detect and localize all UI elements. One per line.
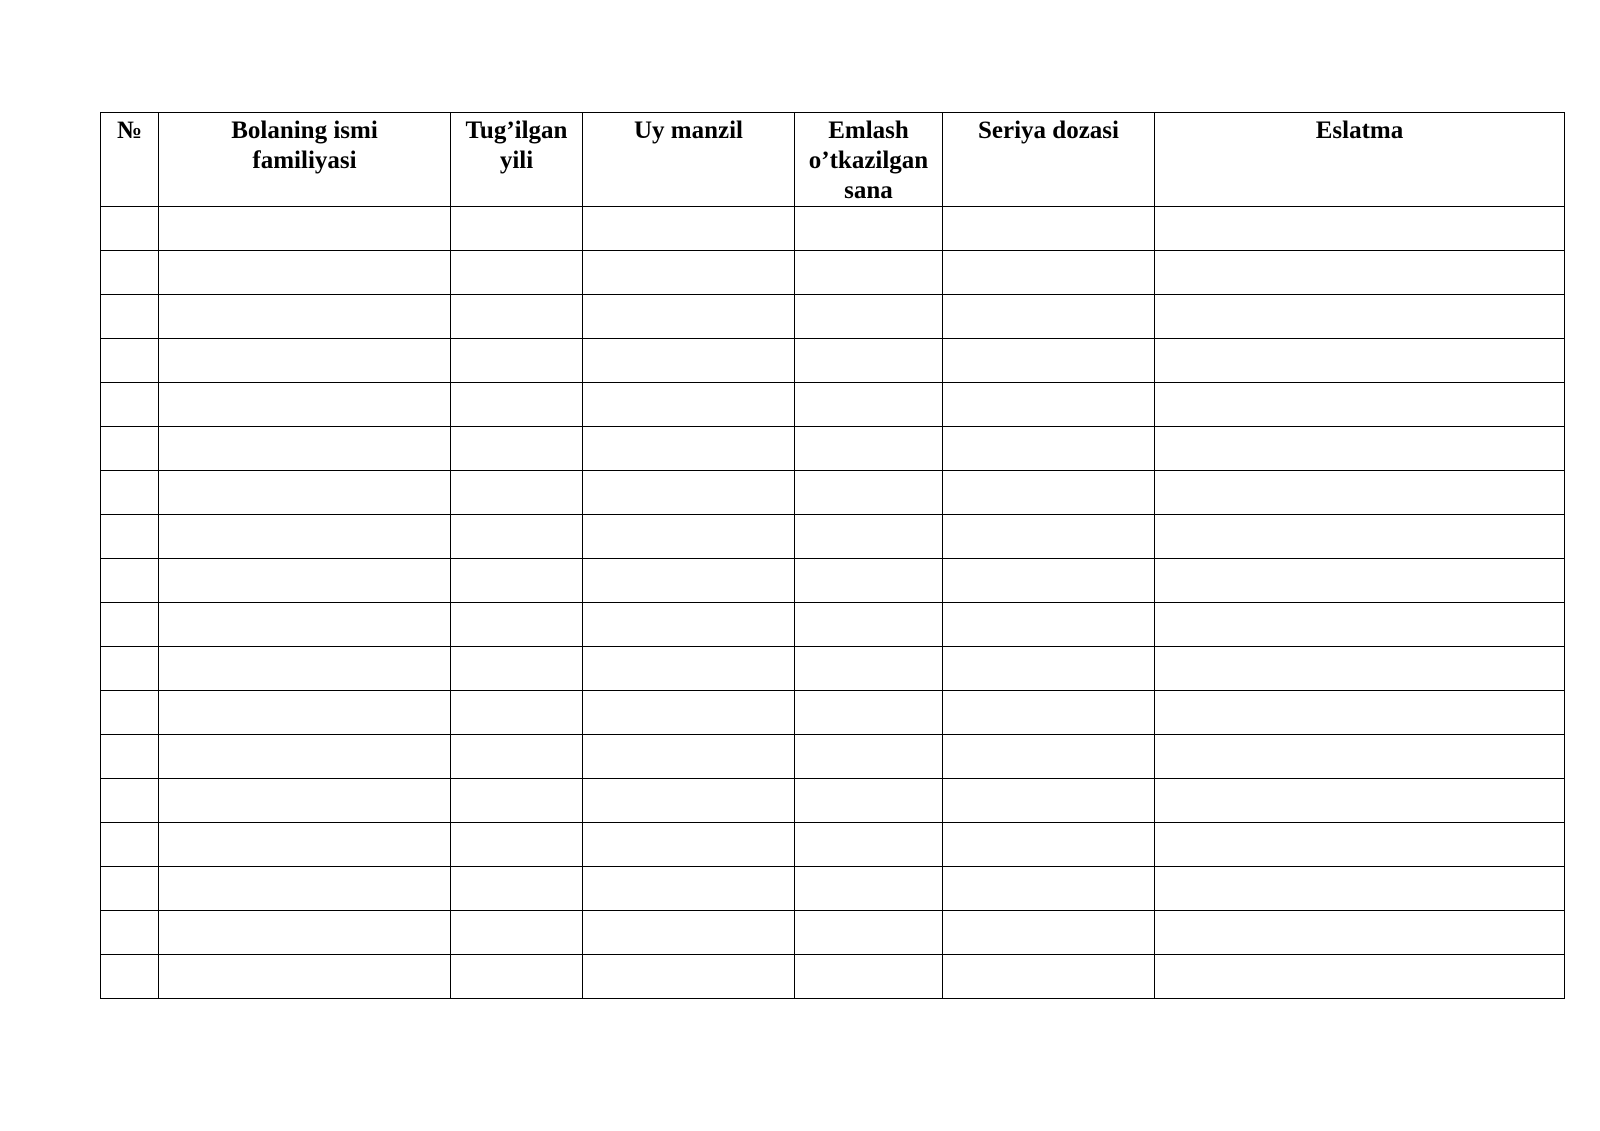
table-cell[interactable] bbox=[795, 911, 943, 955]
table-cell[interactable] bbox=[159, 779, 451, 823]
table-row bbox=[101, 251, 1565, 295]
table-cell[interactable] bbox=[1155, 867, 1565, 911]
table-cell[interactable] bbox=[943, 823, 1155, 867]
table-cell[interactable] bbox=[451, 779, 583, 823]
table-cell[interactable] bbox=[795, 515, 943, 559]
table-cell[interactable] bbox=[451, 515, 583, 559]
table-cell[interactable] bbox=[101, 471, 159, 515]
table-cell[interactable] bbox=[795, 471, 943, 515]
table-row bbox=[101, 427, 1565, 471]
table-cell[interactable] bbox=[583, 735, 795, 779]
table-cell[interactable] bbox=[451, 207, 583, 251]
table-row bbox=[101, 647, 1565, 691]
table-cell[interactable] bbox=[101, 427, 159, 471]
table-cell[interactable] bbox=[101, 867, 159, 911]
header-vaccination-date: Emlash o’tkazilgan sana bbox=[795, 113, 943, 207]
table-cell[interactable] bbox=[795, 823, 943, 867]
table-cell[interactable] bbox=[583, 427, 795, 471]
table-cell[interactable] bbox=[1155, 603, 1565, 647]
table-row bbox=[101, 339, 1565, 383]
table-cell[interactable] bbox=[795, 647, 943, 691]
table-cell[interactable] bbox=[159, 251, 451, 295]
table-cell[interactable] bbox=[101, 559, 159, 603]
table-cell[interactable] bbox=[583, 339, 795, 383]
table-row bbox=[101, 207, 1565, 251]
table-cell[interactable] bbox=[583, 383, 795, 427]
table-cell[interactable] bbox=[583, 647, 795, 691]
table-row bbox=[101, 691, 1565, 735]
table-cell[interactable] bbox=[795, 955, 943, 999]
table-cell[interactable] bbox=[943, 427, 1155, 471]
table-cell[interactable] bbox=[451, 823, 583, 867]
table-cell[interactable] bbox=[583, 691, 795, 735]
table-row bbox=[101, 603, 1565, 647]
header-home-address: Uy manzil bbox=[583, 113, 795, 207]
table-cell[interactable] bbox=[583, 515, 795, 559]
table-cell[interactable] bbox=[451, 691, 583, 735]
table-cell[interactable] bbox=[101, 823, 159, 867]
table-cell[interactable] bbox=[943, 383, 1155, 427]
table-cell[interactable] bbox=[583, 471, 795, 515]
table-cell[interactable] bbox=[943, 339, 1155, 383]
table-cell[interactable] bbox=[1155, 471, 1565, 515]
header-number: № bbox=[101, 113, 159, 207]
table-cell[interactable] bbox=[943, 295, 1155, 339]
table-cell[interactable] bbox=[795, 295, 943, 339]
table-cell[interactable] bbox=[943, 911, 1155, 955]
table-cell[interactable] bbox=[101, 603, 159, 647]
table-cell[interactable] bbox=[583, 559, 795, 603]
table-cell[interactable] bbox=[1155, 427, 1565, 471]
table-cell[interactable] bbox=[101, 647, 159, 691]
table-row bbox=[101, 779, 1565, 823]
table-cell[interactable] bbox=[795, 559, 943, 603]
document-sheet bbox=[100, 112, 1565, 999]
table-cell[interactable] bbox=[101, 207, 159, 251]
table-cell[interactable] bbox=[451, 603, 583, 647]
table-body bbox=[101, 207, 1565, 999]
table-cell[interactable] bbox=[583, 911, 795, 955]
table-row bbox=[101, 295, 1565, 339]
table-cell[interactable] bbox=[101, 383, 159, 427]
table-cell[interactable] bbox=[795, 691, 943, 735]
table-cell[interactable] bbox=[159, 647, 451, 691]
table-cell[interactable] bbox=[1155, 559, 1565, 603]
table-cell[interactable] bbox=[795, 603, 943, 647]
table-cell[interactable] bbox=[943, 735, 1155, 779]
table-cell[interactable] bbox=[159, 823, 451, 867]
table-cell[interactable] bbox=[943, 647, 1155, 691]
table-row bbox=[101, 735, 1565, 779]
table-row bbox=[101, 383, 1565, 427]
table-cell[interactable] bbox=[943, 251, 1155, 295]
table-cell[interactable] bbox=[101, 955, 159, 999]
table-cell[interactable] bbox=[795, 339, 943, 383]
table-cell[interactable] bbox=[1155, 339, 1565, 383]
table-cell[interactable] bbox=[583, 295, 795, 339]
table-row bbox=[101, 955, 1565, 999]
table-cell[interactable] bbox=[795, 735, 943, 779]
table-header-row bbox=[101, 113, 1565, 207]
table-cell[interactable] bbox=[583, 779, 795, 823]
table-cell[interactable] bbox=[451, 735, 583, 779]
table-cell[interactable] bbox=[159, 339, 451, 383]
table-cell[interactable] bbox=[101, 339, 159, 383]
table-cell[interactable] bbox=[943, 515, 1155, 559]
table-cell[interactable] bbox=[451, 251, 583, 295]
table-cell[interactable] bbox=[101, 911, 159, 955]
table-cell[interactable] bbox=[159, 295, 451, 339]
table-cell[interactable] bbox=[159, 515, 451, 559]
table-cell[interactable] bbox=[795, 427, 943, 471]
table-cell[interactable] bbox=[451, 295, 583, 339]
table-row bbox=[101, 471, 1565, 515]
table-cell[interactable] bbox=[451, 383, 583, 427]
table-cell[interactable] bbox=[101, 735, 159, 779]
table-cell[interactable] bbox=[943, 207, 1155, 251]
table-cell[interactable] bbox=[795, 867, 943, 911]
table-cell[interactable] bbox=[159, 955, 451, 999]
vaccination-register-table bbox=[100, 112, 1565, 999]
table-cell[interactable] bbox=[1155, 691, 1565, 735]
table-cell[interactable] bbox=[451, 955, 583, 999]
header-birth-year: Tug’ilgan yili bbox=[451, 113, 583, 207]
table-cell[interactable] bbox=[583, 955, 795, 999]
table-cell[interactable] bbox=[101, 515, 159, 559]
table-cell[interactable] bbox=[451, 911, 583, 955]
table-cell[interactable] bbox=[1155, 955, 1565, 999]
table-cell[interactable] bbox=[159, 559, 451, 603]
table-cell[interactable] bbox=[159, 207, 451, 251]
table-cell[interactable] bbox=[943, 603, 1155, 647]
table-cell[interactable] bbox=[101, 779, 159, 823]
table-cell[interactable] bbox=[943, 691, 1155, 735]
table-cell[interactable] bbox=[101, 251, 159, 295]
table-cell[interactable] bbox=[159, 471, 451, 515]
table-cell[interactable] bbox=[1155, 779, 1565, 823]
table-cell[interactable] bbox=[451, 647, 583, 691]
table-cell[interactable] bbox=[1155, 251, 1565, 295]
table-cell[interactable] bbox=[943, 779, 1155, 823]
table-cell[interactable] bbox=[583, 867, 795, 911]
table-cell[interactable] bbox=[795, 383, 943, 427]
table-cell[interactable] bbox=[451, 867, 583, 911]
table-cell[interactable] bbox=[1155, 383, 1565, 427]
table-cell[interactable] bbox=[583, 603, 795, 647]
table-cell[interactable] bbox=[451, 559, 583, 603]
table-cell[interactable] bbox=[101, 295, 159, 339]
table-row bbox=[101, 911, 1565, 955]
table-cell[interactable] bbox=[943, 955, 1155, 999]
table-cell[interactable] bbox=[1155, 823, 1565, 867]
table-cell[interactable] bbox=[1155, 515, 1565, 559]
table-cell[interactable] bbox=[159, 911, 451, 955]
header-note: Eslatma bbox=[1155, 113, 1565, 207]
table-cell[interactable] bbox=[159, 427, 451, 471]
table-cell[interactable] bbox=[159, 867, 451, 911]
table-cell[interactable] bbox=[795, 779, 943, 823]
table-row bbox=[101, 867, 1565, 911]
table-cell[interactable] bbox=[583, 207, 795, 251]
table-cell[interactable] bbox=[159, 603, 451, 647]
table-cell[interactable] bbox=[583, 823, 795, 867]
table-cell[interactable] bbox=[943, 471, 1155, 515]
table-cell[interactable] bbox=[583, 251, 795, 295]
table-cell[interactable] bbox=[1155, 911, 1565, 955]
table-row bbox=[101, 823, 1565, 867]
table-cell[interactable] bbox=[451, 427, 583, 471]
table-cell[interactable] bbox=[159, 735, 451, 779]
table-cell[interactable] bbox=[159, 691, 451, 735]
table-row bbox=[101, 559, 1565, 603]
table-cell[interactable] bbox=[101, 691, 159, 735]
table-cell[interactable] bbox=[1155, 735, 1565, 779]
table-cell[interactable] bbox=[943, 867, 1155, 911]
table-cell[interactable] bbox=[159, 383, 451, 427]
table-cell[interactable] bbox=[451, 339, 583, 383]
table-cell[interactable] bbox=[1155, 647, 1565, 691]
table-cell[interactable] bbox=[795, 251, 943, 295]
header-series-dose: Seriya dozasi bbox=[943, 113, 1155, 207]
header-child-name: Bolaning ismi familiyasi bbox=[159, 113, 451, 207]
table-cell[interactable] bbox=[451, 471, 583, 515]
table-cell[interactable] bbox=[1155, 295, 1565, 339]
table-cell[interactable] bbox=[943, 559, 1155, 603]
table-row bbox=[101, 515, 1565, 559]
table-cell[interactable] bbox=[795, 207, 943, 251]
table-cell[interactable] bbox=[1155, 207, 1565, 251]
